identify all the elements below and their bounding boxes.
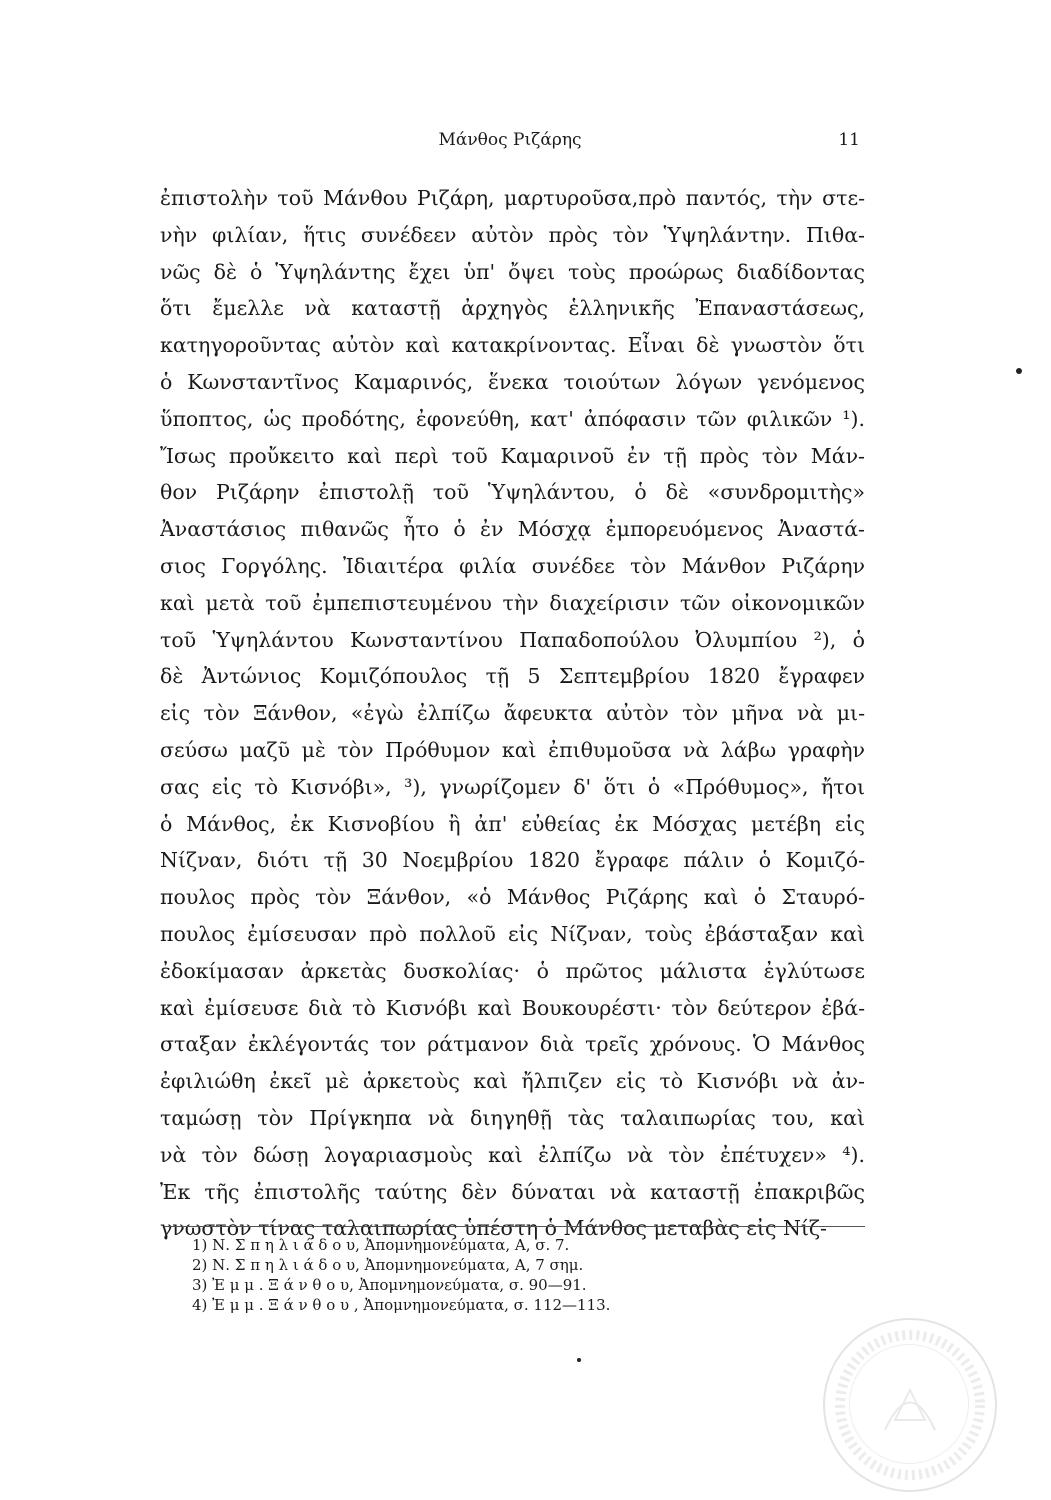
running-head	[160, 130, 860, 158]
text-line: νῶς δὲ ὁ Ὑψηλάντης ἔχει ὑπ' ὄψει τοὺς προώρως διαδίδοντας	[160, 259, 865, 284]
footnote: 3) Ἐ μ μ . Ξ ά ν θ ο υ, Ἀπομνημονεύματα, σ. 90—91.	[192, 1276, 587, 1294]
text-line: ἐφιλιώθη ἐκεῖ μὲ ἀρκετοὺς καὶ ἤλπιζεν εἰς τὸ Κισνόβι νὰ ἀν-	[160, 1069, 865, 1094]
text-line: ὁ Μάνθος, ἐκ Κισνοβίου ἢ ἀπ' εὐθείας ἐκ Μόσχας μετέβη εἰς	[160, 811, 865, 836]
seal-emblem-icon	[825, 1320, 995, 1490]
body-text	[160, 180, 865, 1247]
text-line: κατηγοροῦντας αὐτὸν καὶ κατακρίνοντας. Εἶναι δὲ γνωστὸν ὅτι	[160, 333, 865, 358]
library-seal-stamp	[823, 1318, 997, 1492]
text-line: ταμώσῃ τὸν Πρίγκηπα νὰ διηγηθῇ τὰς ταλαιπωρίας του, καὶ	[160, 1105, 865, 1130]
running-title: Μάνθος Ριζάρης	[438, 130, 582, 150]
footnotes	[192, 1235, 812, 1315]
footnote: 1) Ν. Σ π η λ ι ά δ ο υ, Ἀπομνημονεύματα, Α, σ. 7.	[192, 1236, 570, 1254]
text-line: τοῦ Ὑψηλάντου Κωνσταντίνου Παπαδοπούλου Ὀλυμπίου ²), ὁ	[160, 627, 865, 652]
text-line: νὴν φιλίαν, ἥτις συνέδεεν αὐτὸν πρὸς τὸν Ὑψηλάντην. Πιθα-	[160, 222, 865, 247]
text-line: ὅτι ἔμελλε νὰ καταστῇ ἀρχηγὸς ἑλληνικῆς Ἐπαναστάσεως,	[160, 296, 865, 321]
footnote-rule	[165, 1226, 865, 1227]
text-line: Ἐκ τῆς ἐπιστολῆς ταύτης δὲν δύναται νὰ καταστῇ ἐπακριβῶς	[160, 1179, 865, 1204]
text-line: σιος Γοργόλης. Ἰδιαιτέρα φιλία συνέδεε τὸν Μάνθον Ριζάρην	[160, 553, 865, 578]
text-line: πουλος ἐμίσευσαν πρὸ πολλοῦ εἰς Νίζναν, τοὺς ἐβάσταξαν καὶ	[160, 921, 865, 946]
text-line: ὕποπτος, ὡς προδότης, ἐφονεύθη, κατ' ἀπόφασιν τῶν φιλικῶν ¹).	[160, 406, 865, 431]
page-number: 11	[838, 130, 860, 150]
text-line: σταξαν ἐκλέγοντάς τον ράτμανον διὰ τρεῖς χρόνους. Ὁ Μάνθος	[160, 1032, 865, 1057]
text-line: καὶ ἐμίσευσε διὰ τὸ Κισνόβι καὶ Βουκουρέστι· τὸν δεύτερον ἐβά-	[160, 995, 865, 1020]
margin-dot	[1016, 368, 1022, 374]
text-line: νὰ τὸν δώσῃ λογαριασμοὺς καὶ ἐλπίζω νὰ τὸν ἐπέτυχεν» ⁴).	[160, 1142, 865, 1167]
footnote: 4) Ἐ μ μ . Ξ ά ν θ ο υ , Ἀπομνημονεύματα, σ. 112—113.	[192, 1296, 611, 1314]
text-line: ἐπιστολὴν τοῦ Μάνθου Ριζάρη, μαρτυροῦσα,πρὸ παντός, τὴν στε-	[160, 186, 865, 210]
text-line: θον Ριζάρην ἐπιστολῇ τοῦ Ὑψηλάντου, ὁ δὲ «συνδρομιτὴς»	[160, 480, 865, 505]
text-line: γνωστὸν τίνας ταλαιπωρίας ὑπέστη ὁ Μάνθος μεταβὰς εἰς Νίζ-	[160, 1216, 827, 1241]
text-line: εἰς τὸν Ξάνθον, «ἐγὼ ἐλπίζω ἄφευκτα αὐτὸν τὸν μῆνα νὰ μι-	[160, 701, 865, 726]
text-line: δὲ Ἀντώνιος Κομιζόπουλος τῇ 5 Σεπτεμβρίου 1820 ἔγραφεν	[160, 664, 865, 689]
text-line: σας εἰς τὸ Κισνόβι», ³), γνωρίζομεν δ' ὅτι ὁ «Πρόθυμος», ἤτοι	[160, 774, 865, 799]
text-line: Ἴσως προὔκειτο καὶ περὶ τοῦ Καμαρινοῦ ἐν τῇ πρὸς τὸν Μάν-	[160, 443, 865, 468]
text-line: ὁ Κωνσταντῖνος Καμαρινός, ἕνεκα τοιούτων λόγων γενόμενος	[160, 369, 865, 394]
text-line: Ἀναστάσιος πιθανῶς ἦτο ὁ ἐν Μόσχᾳ ἐμπορευόμενος Ἀναστά-	[160, 517, 865, 542]
ink-dot	[577, 1358, 581, 1362]
footnote: 2) Ν. Σ π η λ ι ά δ ο υ, Ἀπομνημονεύματα, Α, 7 σημ.	[192, 1256, 584, 1274]
text-line: ἐδοκίμασαν ἀρκετὰς δυσκολίας· ὁ πρῶτος μάλιστα ἐγλύτωσε	[160, 958, 865, 983]
text-line: καὶ μετὰ τοῦ ἐμπεπιστευμένου τὴν διαχείρισιν τῶν οἰκονομικῶν	[160, 590, 865, 615]
text-line: Νίζναν, διότι τῇ 30 Νοεμβρίου 1820 ἔγραφε πάλιν ὁ Κομιζό-	[160, 848, 865, 873]
text-line: σεύσω μαζῦ μὲ τὸν Πρόθυμον καὶ ἐπιθυμοῦσα νὰ λάβω γραφὴν	[160, 737, 865, 762]
text-line: πουλος πρὸς τὸν Ξάνθον, «ὁ Μάνθος Ριζάρης καὶ ὁ Σταυρό-	[160, 885, 865, 910]
